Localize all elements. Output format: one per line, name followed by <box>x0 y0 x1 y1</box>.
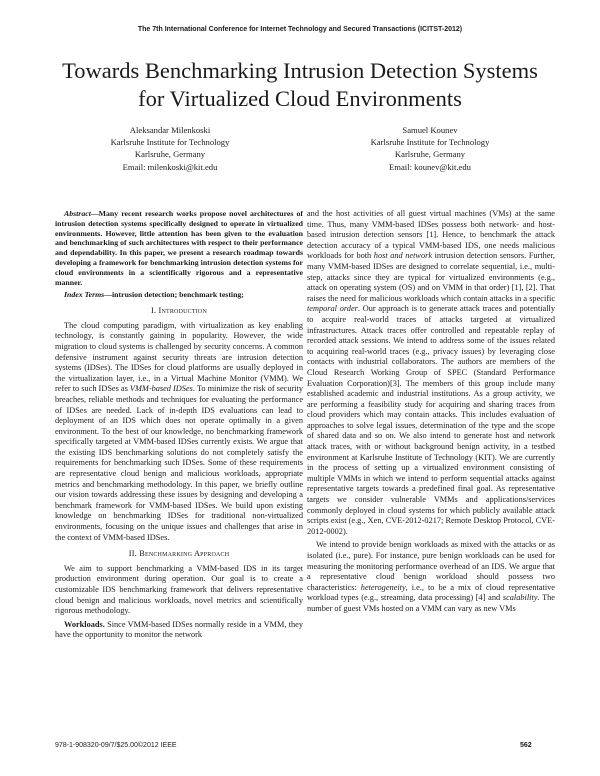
text-run: intrusion detection sensors. Further, many VMM-based IDSes are designed to correlate sequential, i.e., multi-step, attacks since they are typical for virtualized environments (e.g., attack on operating system (OS) and on VMM in that order) [1], [2]. That raises the need for malicious workloads which contain attacks in a specific <box>307 251 555 303</box>
index-terms-label: Index Terms <box>64 290 105 300</box>
text-emphasis: temporal order <box>307 304 358 314</box>
author-name: Aleksandar Milenkoski <box>129 125 211 135</box>
text-emphasis: scalability <box>502 593 538 603</box>
text-emphasis: host and network <box>373 251 433 261</box>
page-number: 562 <box>520 742 532 749</box>
author-name: Samuel Kounev <box>402 125 458 135</box>
title-line-1: Towards Benchmarking Intrusion Detection Systems <box>62 58 538 83</box>
approach-paragraph: We aim to support benchmarking a VMM-based IDS in its target production environment during operation. Our goal is to create a customizable IDS benchmarking framework that delivers representative cloud benign and malicious workloads, novel metrics and scientifically rigorous methodology. <box>55 563 303 616</box>
workloads-label: Workloads. <box>64 619 105 629</box>
author-affiliation: Karlsruhe Institute for Technology <box>370 137 490 148</box>
abstract-text: —Many recent research works propose novel architectures of intrusion detection systems specifically designed to operate in virtualized environments. However, little attention has been given to the evaluation and benchmarking of such architectures with respect to their performance and dependability. In this paper, we present a research roadmap towards developing a framework for benchmarking intrusion detection systems for cloud environments in a scientifically rigorous and a representative manner. <box>55 209 303 287</box>
text-run: The cloud computing paradigm, with virtualization as key enabling technology, is constantly gaining in popularity. However, the wide migration to cloud systems is challenged by security concerns. A common defensive instrument against security threats are intrusion detection systems (IDSes). The IDSes for cloud platforms are usually deployed in the virtualization layer, i.e., in a Virtual Machine Monitor (VMM). We refer to such IDSes as <box>55 320 303 394</box>
index-terms-text: —intrusion detection; benchmark testing; <box>104 290 244 300</box>
text-run: , i.e., to be a mix of cloud representative workload types (e.g., streaming, data processing) [4] and <box>307 582 555 603</box>
text-run: . To minimize the risk of security breaches, reliable methods and techniques for evaluating the performance of IDSes are needed. Lack of in-depth IDS evaluations can lead to deployment of an IDS which does not operate optimally in a given environment. To the best of our knowledge, no benchmarking framework specifically targeted at VMM-based IDSes currently exists. We argue that the existing IDS benchmarking solutions do not completely satisfy the requirements for benchmarking such IDSes. Some of these requirements are representative cloud benign and malicious workloads, appropriate metrics and benchmarking methodology. In this paper, we briefly outline our vision towards addressing these issues by designing and developing a benchmark framework for VMM-based IDSes. We build upon existing knowledge on benchmarking IDSes for traditional non-virtualized environments, focusing on the unique issues and challenges that arise in the context of VMM-based IDSes. <box>55 384 303 542</box>
text-emphasis: VMM-based IDSes <box>129 384 193 394</box>
introduction-paragraph <box>55 321 303 543</box>
author-location: Karlsruhe, Germany <box>134 149 206 160</box>
text-emphasis: heterogeneity <box>360 582 406 592</box>
author-2 <box>330 124 530 173</box>
text-run: . The number of guest VMs hosted on a VMM can vary as new VMs <box>307 593 555 613</box>
author-1 <box>70 124 270 173</box>
workloads-paragraph <box>55 620 303 641</box>
author-affiliation: Karlsruhe Institute for Technology <box>110 137 230 148</box>
index-terms <box>55 290 303 300</box>
author-email: Email: kounev@kit.edu <box>389 161 471 172</box>
conference-header: The 7th International Conference for Internet Technology and Secured Transactions (ICITST-2012) <box>137 26 463 33</box>
author-block <box>70 124 530 173</box>
section-heading-introduction: I. Introduction <box>150 306 207 316</box>
abstract <box>55 209 303 287</box>
text-run: . Our approach is to generate attack traces and potentially to acquire real-world traces of attacks targeted at virtualized infrastructures. Attack traces offer controlled and repeatable replay of recorded attack sessions. We intend to address some of the issues related to acquiring real-world traces (e.g., privacy issues) by leveraging close contacts with industrial collaborators. The authors are members of the Cloud Research Working Group of SPEC (Standard Performance Evaluation Corporation)[3]. The members of this group include many established academic and industrial institutions. As a group activity, we are performing a feasibility study for acquiring and sharing traces from cloud providers which may contain attacks. This includes evaluation of approaches to solve legal issues, determination of the type and the scope of shared data and so on. We also intend to generate host and network attack traces, with or without background benign activity, in a testbed environment at Karlsruhe Institute of Technology (KIT). We are currently in the process of setting up a virtualized environment consisting of multiple VMMs in which we intend to perform sequential attacks against representative targets towards a predefined final goal. As representative targets we consider vulnerable VMMs and applications/services commonly deployed in cloud systems for which publicly available attack scripts exist (e.g., Xen, CVE-2012-0217; Remote Desktop Protocol, CVE-2012-0002). <box>307 304 555 536</box>
text-run: and the host activities of all guest virtual machines (VMs) at the same time. Thus, many VMM-based IDSes possess both network- and host-based intrusion detection sensors [1]. Hence, to benchmark the attack detection accuracy of a typical VMM-based IDS, one needs malicious workloads for both <box>307 209 555 261</box>
copyright-footer: 978-1-908320-09/7/$25.00©2012 IEEE <box>55 742 177 749</box>
workloads-continuation-paragraph <box>307 209 555 537</box>
benign-workloads-paragraph <box>307 540 555 614</box>
right-column <box>307 209 555 618</box>
paper-title <box>0 57 600 113</box>
title-line-2: for Virtualized Cloud Environments <box>138 86 462 111</box>
left-column <box>55 209 303 644</box>
section-heading-benchmarking-approach: II. Benchmarking Approach <box>128 549 230 559</box>
author-email: Email: milenkoski@kit.edu <box>122 161 218 172</box>
author-location: Karlsruhe, Germany <box>394 149 466 160</box>
abstract-label: Abstract <box>64 209 91 218</box>
text-run: Since VMM-based IDSes normally reside in a VMM, they have the opportunity to monitor the network <box>55 619 303 640</box>
text-run: We intend to provide benign workloads as mixed with the attacks or as isolated (i.e., pure). For instance, pure benign workloads can be used for measuring the monitoring performance overhead of an IDS. We argue that a representative cloud benign workload should possess two characteristics: <box>307 540 555 592</box>
